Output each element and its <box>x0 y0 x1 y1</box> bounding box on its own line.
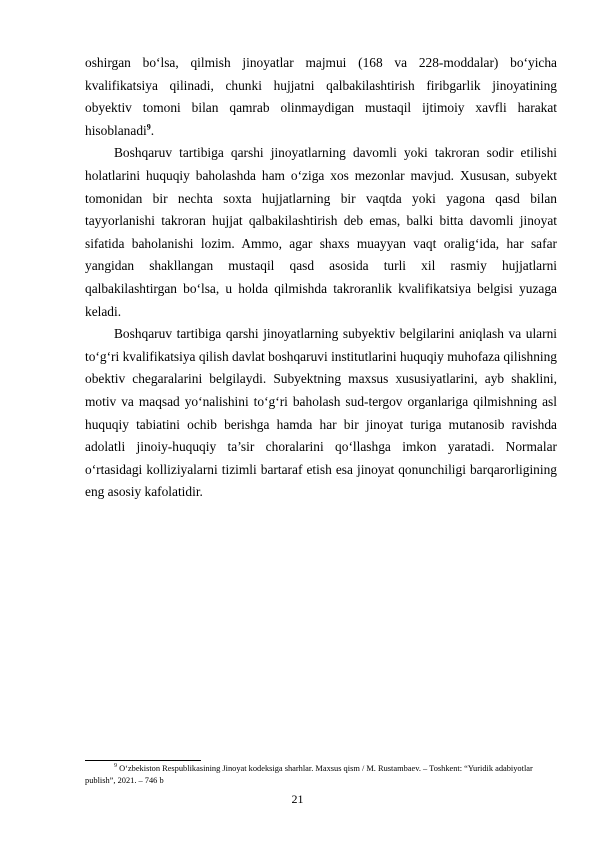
paragraph-3: Boshqaruv tartibiga qarshi jinoyatlarning subyektiv belgilarini aniqlash va ularni to‘g‘ri kvalifikatsiya qilish davlat boshqaruvi institutlarini huquqiy muhofaza qilishning obektiv chegaralarini belgilaydi. Subyektning maxsus xususiyatlarini, ayb shaklini, motiv va maqsad yo‘nalishini to‘g‘ri baholash sud-tergov organlariga qilmishning asl huquqiy tabiatini ochib berishga hamda har bir jinoyat turiga mutanosib ravishda adolatli jinoiy-huquqiy ta’sir choralarini qo‘llashga imkon yaratadi. Normalar o‘rtasidagi kolliziyalarni tizimli bartaraf etish esa jinoyat qonunchiligi barqarorligining eng asosiy kafolatidir. <box>85 326 557 500</box>
paragraph-2: Boshqaruv tartibiga qarshi jinoyatlarning davomli yoki takroran sodir etilishi holatlarini huquqiy baholashda ham o‘ziga xos mezonlar mavjud. Xususan, subyekt tomonidan bir nechta soxta hujjatlarning bir vaqtda yoki yagona qasd bilan tayyorlanishi takroran hujjat qalbakilashtirish deb emas, balki bitta davomli jinoyat sifatida baholanishi lozim. Ammo, agar shaxs muayyan vaqt oralig‘ida, har safar yangidan shakllangan mustaqil qasd asosida turli xil rasmiy hujjatlarni qalbakilashtirgan bo‘lsa, u holda qilmishda takroranlik kvalifikatsiya belgisi yuzaga keladi. <box>85 145 557 319</box>
paragraph-1-text: oshirgan bo‘lsa, qilmish jinoyatlar majmui (168 va 228-moddalar) bo‘yicha kvalifikatsiya qilinadi, chunki hujjatni qalbakilashtirish firibgarlik jinoyatining obyektiv tomoni bilan qamrab olinmaydigan mustaqil ijtimoiy xavfli harakat hisoblanadi <box>85 55 557 138</box>
footnote-number: 9 <box>114 763 117 770</box>
footnote-text: O‘zbekiston Respublikasining Jinoyat kodeksiga sharhlar. Maxsus qism / M. Rustambaev. – Toshkent: “Yuridik adabiyotlar publish”, 2021. – 746 b <box>85 764 533 785</box>
body-text <box>85 52 557 504</box>
paragraph-1 <box>85 52 557 142</box>
page-number: 21 <box>291 792 304 806</box>
paragraph-1-tail: . <box>150 122 155 138</box>
footnote-reference[interactable]: 9 <box>146 122 151 132</box>
footnote <box>85 763 557 787</box>
footnote-separator <box>85 760 201 761</box>
